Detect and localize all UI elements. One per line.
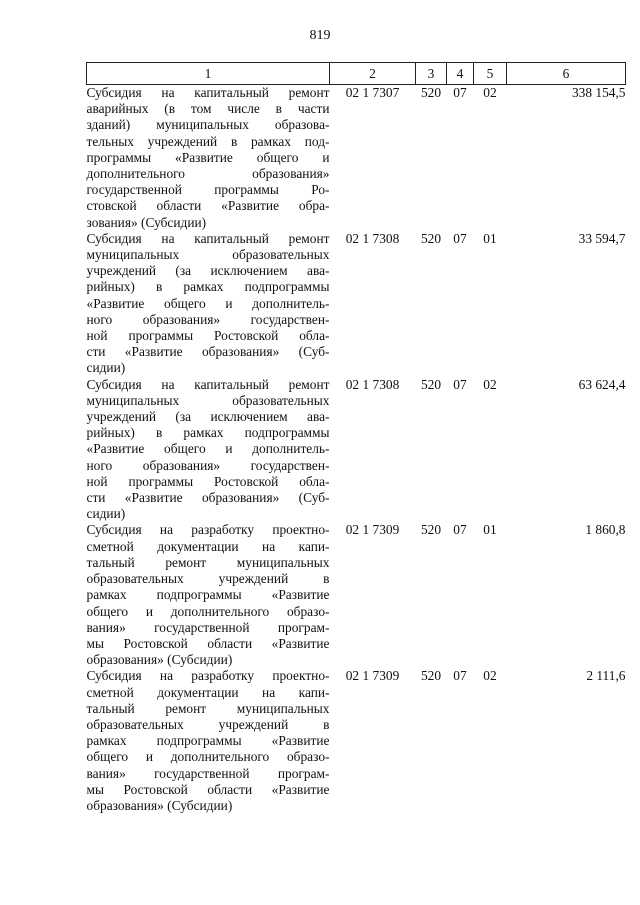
description-line: «Развитие общего и дополнитель-: [86, 441, 330, 457]
section-code: 07: [453, 668, 467, 684]
description-line: Субсидия на разработку проектно-: [86, 522, 330, 538]
amount: 33 594,7: [578, 230, 626, 246]
row-description: [87, 85, 330, 231]
target-article-code: 02 1 7308: [345, 376, 400, 392]
column-header-4: 4: [447, 63, 474, 85]
description-line: тельных учреждений в рамках под-: [86, 133, 330, 149]
description-line: сти «Развитие образования» (Суб-: [86, 344, 330, 360]
description-line: сти «Развитие образования» (Суб-: [86, 490, 330, 506]
subsection-code: 02: [483, 376, 497, 392]
subsection-code: 02: [483, 668, 497, 684]
description-line: сметной документации на капи-: [86, 538, 330, 554]
table-row: [87, 668, 626, 814]
expense-type: 520: [420, 522, 442, 538]
expense-type: 520: [420, 668, 442, 684]
column-header-2: 2: [330, 63, 416, 85]
expense-type: 520: [420, 85, 442, 100]
target-article-code: 02 1 7309: [345, 522, 400, 538]
description-line: муниципальных образовательных: [86, 247, 330, 263]
target-article-code: 02 1 7309: [345, 668, 400, 684]
budget-table: [86, 62, 626, 814]
section-code: 07: [453, 85, 467, 100]
description-line: общего и дополнительного образо-: [86, 749, 330, 765]
description-line: сидии): [86, 360, 126, 376]
table-header-row: [87, 63, 626, 85]
column-header-5: 5: [474, 63, 507, 85]
subsection-code: 01: [483, 522, 497, 538]
description-line: зданий) муниципальных образова-: [86, 117, 330, 133]
description-line: рийных) в рамках подпрограммы: [86, 425, 330, 441]
description-line: образовательных учреждений в: [86, 571, 330, 587]
row-description: [87, 377, 330, 523]
description-line: государственной программы Ро-: [86, 182, 330, 198]
description-line: ного образования» государствен-: [86, 311, 330, 327]
description-line: ной программы Ростовской обла-: [86, 473, 330, 489]
description-line: образования» (Субсидии): [86, 652, 233, 668]
target-article-code: 02 1 7307: [345, 85, 400, 100]
description-line: Субсидия на капитальный ремонт: [86, 230, 330, 246]
target-article-code: 02 1 7308: [345, 230, 400, 246]
table-row: [87, 85, 626, 231]
section-code: 07: [453, 230, 467, 246]
amount: 63 624,4: [578, 376, 626, 392]
table-row: [87, 377, 626, 523]
description-line: тальный ремонт муниципальных: [86, 700, 330, 716]
description-line: тальный ремонт муниципальных: [86, 554, 330, 570]
description-line: программы «Развитие общего и: [86, 149, 330, 165]
row-description: [87, 668, 330, 814]
description-line: образования» (Субсидии): [86, 797, 233, 813]
description-line: ного образования» государствен-: [86, 457, 330, 473]
section-code: 07: [453, 376, 467, 392]
description-line: Субсидия на капитальный ремонт: [86, 85, 330, 100]
row-description: [87, 522, 330, 668]
description-line: сметной документации на капи-: [86, 684, 330, 700]
description-line: мы Ростовской области «Развитие: [86, 635, 330, 651]
expense-type: 520: [420, 230, 442, 246]
column-header-3: 3: [416, 63, 447, 85]
description-line: муниципальных образовательных: [86, 392, 330, 408]
description-line: мы Ростовской области «Развитие: [86, 781, 330, 797]
table-row: [87, 231, 626, 377]
description-line: зования» (Субсидии): [86, 214, 207, 230]
subsection-code: 01: [483, 230, 497, 246]
description-line: образовательных учреждений в: [86, 716, 330, 732]
description-line: «Развитие общего и дополнитель-: [86, 295, 330, 311]
column-header-1: 1: [87, 63, 330, 85]
description-line: вания» государственной програм-: [86, 619, 330, 635]
description-line: учреждений (за исключением ава-: [86, 263, 330, 279]
description-line: Субсидия на капитальный ремонт: [86, 376, 330, 392]
description-line: аварийных (в том числе в части: [86, 101, 330, 117]
description-line: сидии): [86, 506, 126, 522]
description-line: учреждений (за исключением ава-: [86, 409, 330, 425]
description-line: Субсидия на разработку проектно-: [86, 668, 330, 684]
column-header-6: 6: [507, 63, 626, 85]
description-line: ной программы Ростовской обла-: [86, 328, 330, 344]
amount: 338 154,5: [571, 85, 626, 100]
description-line: стовской области «Развитие обра-: [86, 198, 330, 214]
table-row: [87, 522, 626, 668]
description-line: вания» государственной програм-: [86, 765, 330, 781]
expense-type: 520: [420, 376, 442, 392]
description-line: общего и дополнительного образо-: [86, 603, 330, 619]
amount: 1 860,8: [585, 522, 626, 538]
description-line: рамках подпрограммы «Развитие: [86, 587, 330, 603]
page-number: 819: [309, 28, 331, 43]
description-line: рийных) в рамках подпрограммы: [86, 279, 330, 295]
subsection-code: 02: [483, 85, 497, 100]
amount: 2 111,6: [586, 668, 626, 684]
description-line: дополнительного образования»: [86, 166, 330, 182]
section-code: 07: [453, 522, 467, 538]
row-description: [87, 231, 330, 377]
description-line: рамках подпрограммы «Развитие: [86, 733, 330, 749]
